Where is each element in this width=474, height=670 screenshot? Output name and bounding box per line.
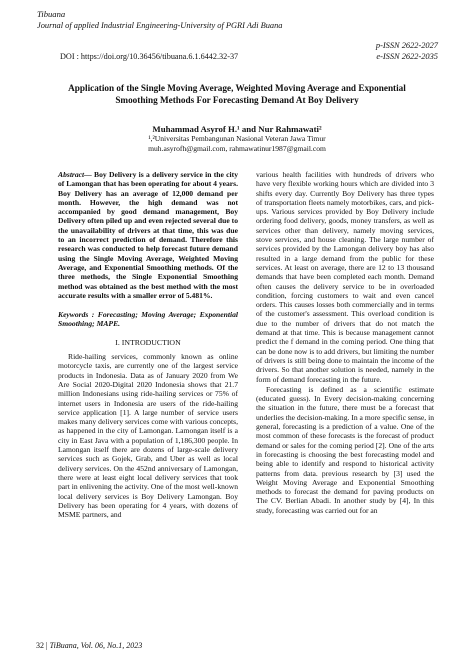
abstract-text: Boy Delivery is a delivery service in the city of Lamongan that has been operating for about 4 years. Boy Delivery has an average of 12,000 demand per month. However, the high demand was not accompanied by good demand management, Boy Delivery often piled up and even rejected several due to the unavailability of drivers at that time, this was due to an incorrect prediction of demand. Therefore this research was conducted to help forecast future demand using the Single Moving Average, Weighted Moving Average, and Exponential Smoothing methods. Of the three methods, the Single Exponential Smoothing method was obtained as the best method with the most accurate results with a smaller error of 5.481%. <box>58 170 239 300</box>
affiliation-block <box>0 134 474 153</box>
intro-paragraph-continued: various health facilities with hundreds of drivers who have very flexible working hours which are divided into 3 shifts every day. Currently Boy Delivery has three types of transportation fleets namely motorbikes, cars, and pick-ups. Various services provided by Boy Delivery include ordering food delivery, goods, money transfers, as well as services other than delivery, namely moving services, stove services, and house cleaning. The large number of services provided by the Lamongan delivery boy has also resulted in a large demand from the public for these services. At least on average, there are 12 to 13 thousand demands that have been completed each month. Demand often causes the delivery service to be in overloaded condition, forcing customers to wait and even cancel orders. This causes losses both commercially and in terms of the customer's assessment. This overload condition is due to the number of drivers that do not match the demand at that time. This is because management cannot predict the f demand in the coming period. One thing that can be done now is to add drivers, but limiting the number of drivers is still being done to maintain the income of the drivers. So that another solution is needed, namely in the form of demand forecasting in the future. <box>256 170 434 384</box>
intro-paragraph-2: Forecasting is defined as a scientific estimate (educated guess). In Every decision-making concerning the situation in the future, there must be a forecast that underlies the decision-making. In a more specific sense, in general, forecasting is a prediction of a value. One of the most common of these forecasts is the forecast of product demand or sales for the coming period [2]. One of the arts in forecasting is choosing the best forecasting model and being able to identify and respond to historical activity patterns from data. previous research by [3] used the Weight Moving Average and Exponential Smoothing methods to forecast the demand for paving products on The CV. Berlian Abadi. In another study by [4], In this study, forecasting was carried out for an <box>256 384 434 515</box>
page-footer: 32 | TiBuana, Vol. 06, No.1, 2023 <box>36 641 143 650</box>
section-heading-introduction: I. INTRODUCTION <box>115 337 181 347</box>
affiliation: ¹,²Universitas Pembangunan Nasional Veteran Jawa Timur <box>148 134 326 143</box>
intro-paragraph-1: Ride-hailing services, commonly known as online motorcycle taxis, are currently one of the largest service products in Indonesia. Data as of January 2020 from We Are Social 2020-Digital 2020 Indonesia shows that 21.7 million Indonesians using ride-hailing services or 75% of internet users in Indonesia are users of the ride-hailing service application [1]. A large number of service users makes many delivery services come with various concepts, as happened in the city of Lamongan. Lamongan itself is a city in East Java with a population of 1,186,300 people. In Lamongan itself there are dozens of large-scale delivery services such as Gojek, Grab, and Uber as well as local delivery services. On the 452nd anniversary of Lamongan, there were at least eight local delivery services that took part in enlivening the activity. One of the most well-known local delivery services is Boy Delivery Lamongan. Boy Delivery has been operating for 4 years, with dozens of MSME partners, and <box>58 352 238 520</box>
abstract-lead: Abstract— <box>58 170 92 179</box>
author-emails[interactable]: muh.asyrofh@gmail.com, rahmawatinur1987@gmail.com <box>148 143 326 153</box>
right-column <box>256 170 434 515</box>
journal-short-title: Tibuana <box>37 9 66 19</box>
paper-authors: Muhammad Asyrof H.¹ and Nur Rahmawati² <box>152 124 322 134</box>
page-number: 32 <box>36 641 44 650</box>
journal-reference: TiBuana, Vol. 06, No.1, 2023 <box>49 641 143 650</box>
keywords: Keywords : Forecasting; Moving Average; Exponential Smoothing; MAPE. <box>58 310 238 329</box>
left-column <box>58 170 238 519</box>
paper-title: Application of the Single Moving Average, Weighted Moving Average and Exponential Smoothing Methods For Forecasting Demand At Boy Delivery <box>68 83 406 105</box>
journal-full-title: Journal of applied Industrial Engineering-University of PGRI Adi Buana <box>37 21 283 30</box>
electronic-issn: e-ISSN 2622-2035 <box>376 52 438 61</box>
print-issn: p-ISSN 2622-2027 <box>375 41 438 50</box>
abstract <box>58 170 238 300</box>
doi-link[interactable]: DOI : https://doi.org/10.36456/tibuana.6.1.6442.32-37 <box>60 52 239 61</box>
